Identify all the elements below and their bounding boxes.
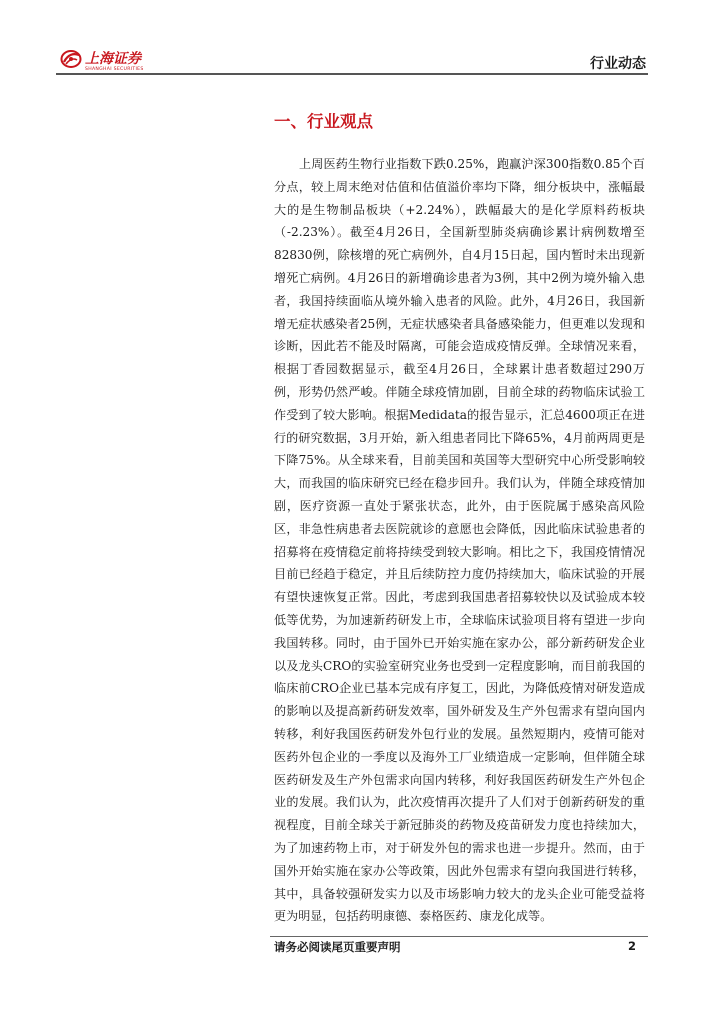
- company-logo: [60, 49, 144, 73]
- document-type-label: 行业动态: [590, 56, 646, 72]
- page-header: [56, 45, 648, 81]
- section-title: 一、行业观点: [274, 112, 373, 131]
- logo-english-name: SHANGHAI SECURITIES: [85, 67, 144, 72]
- logo-chinese-name: 上海证券: [85, 51, 141, 67]
- section-paragraph: 上周医药生物行业指数下跌0.25%，跑赢沪深300指数0.85个百分点，较上周末绝对估值和估值溢价率均下降，细分板块中，涨幅最大的是生物制品板块（+2.24%），跌幅最大的是化学原料药板块（-2.23%）。截至4月26日，全国新型肺炎病确诊累计病例数增至82830例，除核增的死亡病例外，自4月15日起，国内暂时未出现新增死亡病例。4月26日的新增确诊患者为3例，其中2例为境外输入患者，我国持续面临从境外输入患者的风险。此外，4月26日，我国新增无症状感染者25例，无症状感染者具备感染能力，但更难以发现和诊断，因此若不能及时隔离，可能会造成疫情反弹。全球情况来看，根据丁香园数据显示，截至4月26日，全球累计患者数超过290万例，形势仍然严峻。伴随全球疫情加剧，目前全球的药物临床试验工作受到了较大影响。根据Medidata的报告显示，汇总4600项正在进行的研究数据，3月开始，新入组患者同比下降65%，4月前两周更是下降75%。从全球来看，目前美国和英国等大型研究中心所受影响较大，而我国的临床研究已经在稳步回升。我们认为，伴随全球疫情加剧，医疗资源一直处于紧张状态，此外，由于医院属于感染高风险区，非急性病患者去医院就诊的意愿也会降低，因此临床试验患者的招募将在疫情稳定前将持续受到较大影响。相比之下，我国疫情情况目前已经趋于稳定，并且后续防控力度仍持续加大，临床试验的开展有望快速恢复正常。因此，考虑到我国患者招募较快以及试验成本较低等优势，为加速新药研发上市，全球临床试验项目将有望进一步向我国转移。同时，由于国外已开始实施在家办公，部分新药研发企业以及龙头CRO的实验室研究业务也受到一定程度影响，而目前我国的临床前CRO企业已基本完成有序复工，因此，为降低疫情对研发造成的影响以及提高新药研发效率，国外研发及生产外包需求有望向国内转移，利好我国医药研发外包行业的发展。虽然短期内，疫情可能对医药外包企业的一季度以及海外工厂业绩造成一定影响，但伴随全球医药研发及生产外包需求向国内转移，利好我国医药研发生产外包企业的发展。我们认为，此次疫情再次提升了人们对于创新药研发的重视程度，目前全球关于新冠肺炎的药物及疫苗研发力度也持续加大，为了加速药物上市，对于研发外包的需求也进一步提升。然而，由于国外开始实施在家办公等政策，因此外包需求有望向我国进行转移，其中，具备较强研发实力以及市场影响力较大的龙头企业可能受益将更为明显，包括药明康德、泰格医药、康龙化成等。: [274, 157, 645, 924]
- footer-disclaimer: 请务必阅读尾页重要声明: [274, 940, 401, 954]
- page-footer: [270, 936, 648, 954]
- shanghai-securities-emblem-icon: [60, 49, 82, 69]
- header-divider: [56, 73, 648, 75]
- footer-divider: [270, 936, 648, 937]
- page-number: 2: [627, 939, 636, 953]
